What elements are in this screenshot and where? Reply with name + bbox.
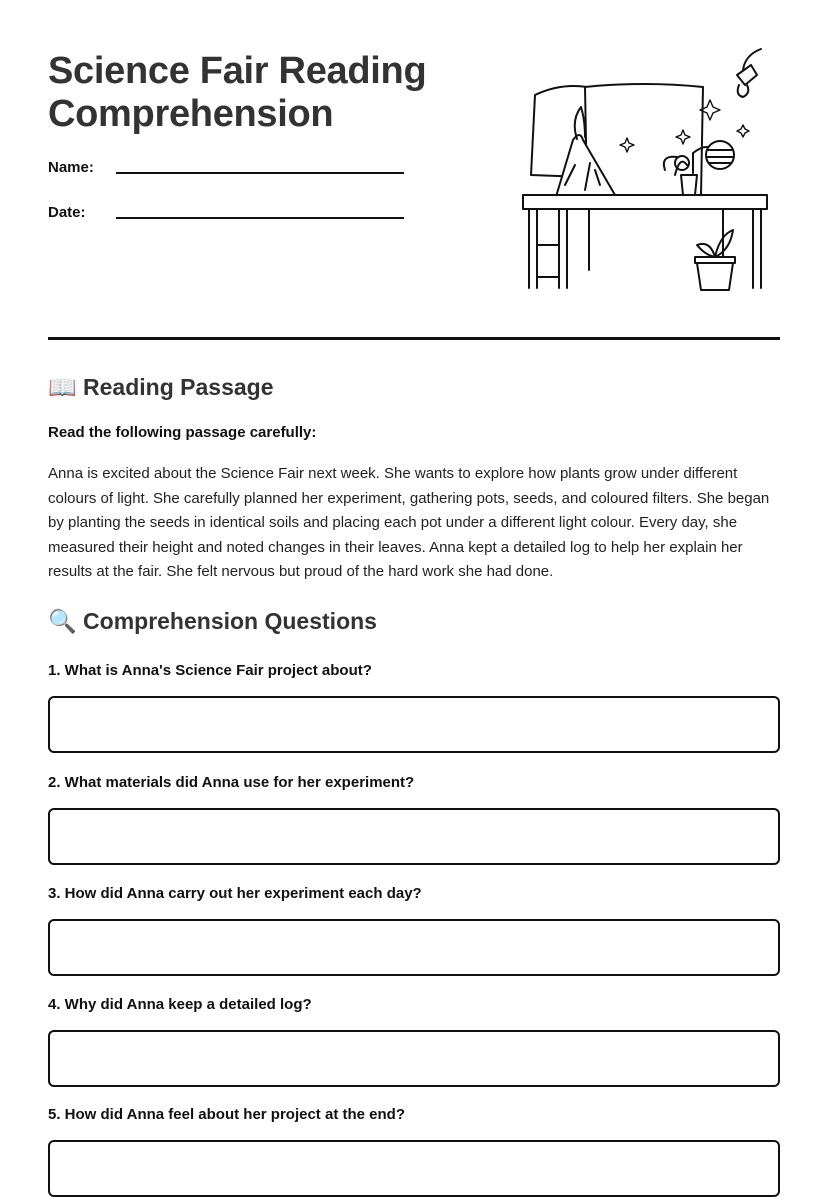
answer-box[interactable] <box>48 808 780 865</box>
question-1 <box>48 662 780 753</box>
answer-box[interactable] <box>48 1140 780 1197</box>
title-line-2: Comprehension <box>48 93 334 135</box>
question-label: 5. How did Anna feel about her project at the end? <box>48 1106 405 1123</box>
date-line[interactable] <box>116 217 404 219</box>
reading-passage-heading <box>48 374 274 401</box>
question-5 <box>48 1106 780 1197</box>
question-label: 1. What is Anna's Science Fair project about? <box>48 662 372 679</box>
heading-text: Reading Passage <box>83 374 274 400</box>
passage-instruction: Read the following passage carefully: <box>48 424 317 441</box>
name-field[interactable] <box>48 159 94 176</box>
answer-box[interactable] <box>48 919 780 976</box>
question-3 <box>48 885 780 976</box>
question-4 <box>48 996 780 1087</box>
comprehension-questions-heading <box>48 608 377 635</box>
question-label: 2. What materials did Anna use for her experiment? <box>48 774 415 791</box>
open-book-icon: 📖 <box>48 374 77 400</box>
date-label: Date: <box>48 204 86 221</box>
question-label: 4. Why did Anna keep a detailed log? <box>48 996 312 1013</box>
title-line-1: Science Fair Reading <box>48 50 427 92</box>
heading-text: Comprehension Questions <box>83 608 377 634</box>
science-fair-illustration <box>515 45 775 295</box>
magnifying-glass-icon: 🔍 <box>48 608 77 634</box>
name-label: Name: <box>48 159 94 176</box>
answer-box[interactable] <box>48 696 780 753</box>
reading-passage: Anna is excited about the Science Fair next week. She wants to explore how plants grow under different colours of light. She carefully planned her experiment, gathering pots, seeds, and coloured filters. She began by planting the seeds in identical soils and placing each pot under a different light colour. Every day, she measured their height and noted changes in their leaves. Anna kept a detailed log to help her explain her results at the fair. She felt nervous but proud of the hard work she had done. <box>48 465 770 581</box>
question-2 <box>48 774 780 865</box>
date-field[interactable] <box>48 204 86 221</box>
name-line[interactable] <box>116 172 404 174</box>
answer-box[interactable] <box>48 1030 780 1087</box>
section-divider <box>48 337 780 340</box>
page-title <box>48 50 426 136</box>
question-label: 3. How did Anna carry out her experiment each day? <box>48 885 422 902</box>
